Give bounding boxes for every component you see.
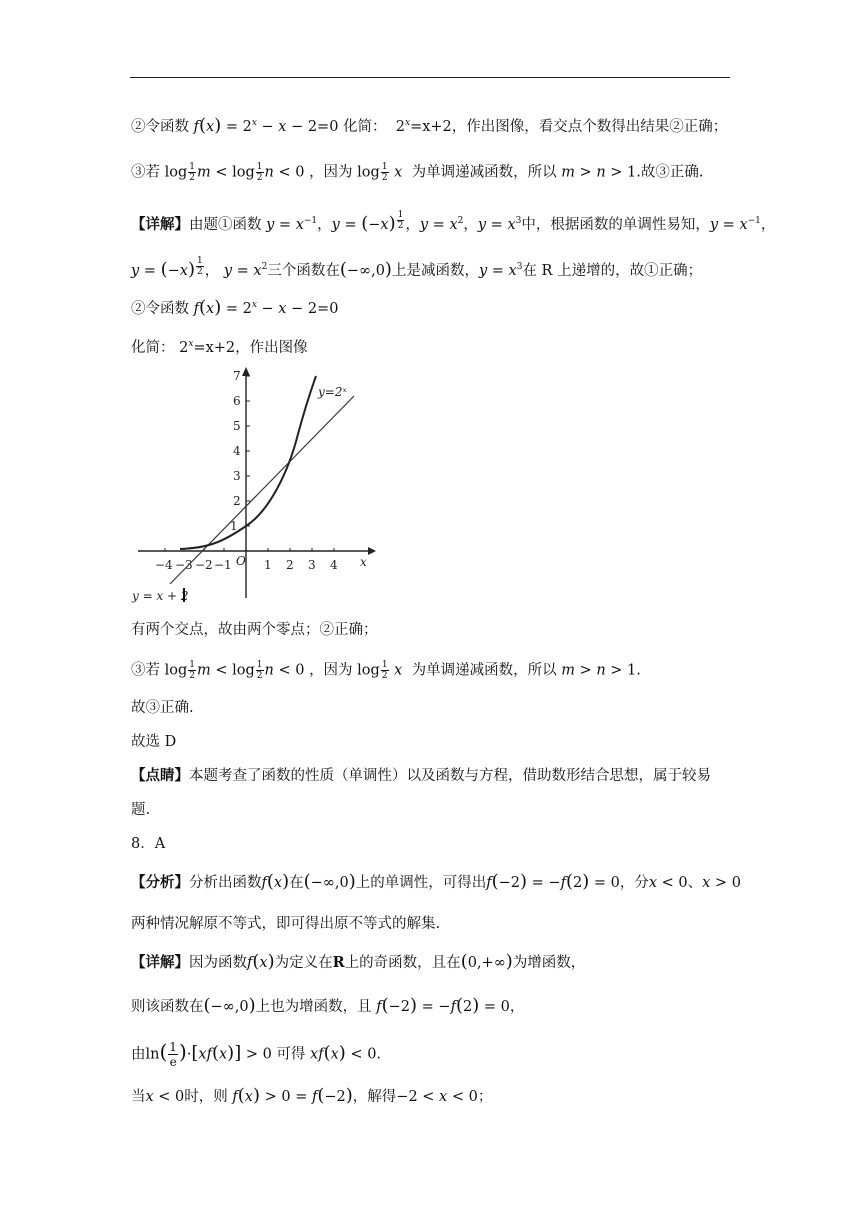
doc-line-12: 题. <box>131 802 151 818</box>
text: 由题①函数 <box>189 216 262 233</box>
curve-y-equals-2-to-x <box>180 376 316 549</box>
doc-line-5: ②令函数 $f(x) = 2^x - x - 2=0$ <box>131 297 339 318</box>
text: 在 R 上递增的，故①正确； <box>522 262 703 279</box>
x-tick-label: −4 <box>155 558 173 572</box>
section-tag: 【分析】 <box>131 874 189 891</box>
doc-line-3: 【详解】由题①函数 $y = x^{-1}$，y = (−x) $^{\frac{1}{2}}$ ，$y = x^2$，$y = x^3$中，根据函数的单调性易知，$y = x^{-1}$， <box>131 210 776 234</box>
text: ，分 <box>619 875 649 891</box>
text: ，解得 <box>352 1089 397 1105</box>
text: ③若 <box>131 164 160 181</box>
text: 为单调递减函数，所以 <box>411 164 557 181</box>
text: 上的单调性，可得出 <box>355 875 487 891</box>
text: . <box>376 1046 382 1063</box>
y-tick-label: 7 <box>233 369 241 383</box>
origin-label: O <box>236 554 246 568</box>
y-tick-label: 3 <box>233 469 241 483</box>
doc-line-14: 【分析】分析出函数f(x)在(−∞,0)上的单调性，可得出f(−2) = −f(2) = 0，分x < 0、x > 0 <box>131 871 741 892</box>
text: 为单调递减函数，所以 <box>411 662 557 679</box>
text: =x+2，作出图像 <box>193 340 308 356</box>
doc-line-16: 【详解】因为函数f(x)为定义在R上的奇函数，且在(0,+∞)为增函数， <box>131 951 586 972</box>
doc-line-1: ②令函数 $f(x) = 2^x - x - 2=0$ 化简： $2^x=x+2$，作出图像，看交点个数得出结果②正确； <box>131 115 728 136</box>
doc-line-10: 故选 D <box>131 734 177 750</box>
text: 在 <box>289 875 304 891</box>
text: 中，根据函数的单调性易知， <box>521 216 710 233</box>
text: ，因为 <box>309 164 353 181</box>
text: 化简： <box>343 119 387 135</box>
text: 因为函数 <box>189 955 247 971</box>
y-tick-label: 2 <box>233 494 241 508</box>
y-tick-label: 5 <box>233 419 241 433</box>
text: 分析出函数 <box>189 875 262 891</box>
doc-line-13: 8．A <box>131 836 166 852</box>
text: 化简： <box>131 340 175 356</box>
text: 由 <box>131 1046 146 1063</box>
x-axis-label: x <box>360 555 367 569</box>
text: 为增函数， <box>512 955 586 971</box>
line-label: y = x + 2 <box>132 589 189 603</box>
curve-label: y=2ˣ <box>318 385 347 399</box>
doc-line-17: 则该函数在(−∞,0)上也为增函数，且 f(−2) = −f(2) = 0， <box>131 995 525 1016</box>
text: 、 <box>687 875 703 891</box>
text: 时，则 <box>184 1089 228 1105</box>
function-graph <box>128 362 378 607</box>
text: =x+2，作出图像，看交点个数得出结果②正确； <box>410 119 728 135</box>
text: 本题考查了函数的性质（单调性）以及函数与方程，借助数形结合思想，属于较易 <box>189 768 711 784</box>
text: ， <box>509 999 525 1015</box>
section-tag: 【详解】 <box>131 215 189 233</box>
doc-line-6: 化简： $2^x=x+2$，作出图像 <box>131 339 308 356</box>
text: 上是减函数， <box>391 262 479 279</box>
y-tick-label: 1 <box>230 519 238 533</box>
text: 上也为增函数，且 <box>255 999 372 1015</box>
x-tick-label: 3 <box>308 558 316 572</box>
doc-line-7: 有两个交点，故由两个零点；②正确； <box>131 622 378 638</box>
y-tick-label: 4 <box>233 444 241 458</box>
text: ； <box>477 1089 493 1105</box>
doc-line-18: 由ln( $\frac{1}{e}$ )·[xf(x)] > 0 可得 xf(x) < 0. <box>131 1039 382 1069</box>
x-tick-label: −3 <box>175 558 193 572</box>
section-tag: 【详解】 <box>131 954 189 971</box>
x-tick-label: −1 <box>214 558 232 572</box>
text: .故③正确. <box>636 164 704 181</box>
text: 三个函数在 <box>267 262 340 279</box>
x-tick-label: 4 <box>330 558 338 572</box>
doc-line-4: y = (−x) $^{\frac{1}{2}}$ ， $y = x^2$三个函数在(−∞,0)上是减函数，$y = x^3$在 R 上递增的，故①正确； <box>131 256 703 280</box>
text: 可得 <box>276 1046 306 1063</box>
text: . <box>636 662 641 679</box>
doc-line-15: 两种情况解原不等式，即可得出原不等式的解集. <box>131 916 441 932</box>
doc-line-8: ③若 log $\frac{1}{2}$ m < log $\frac{1}{2}$ n < 0 ，因为 log $\frac{1}{2}$ x 为单调递减函数，所以 m > n > 1. <box>131 660 641 681</box>
text: 为定义在 <box>274 955 333 971</box>
x-tick-label: 2 <box>286 558 294 572</box>
text: 则该函数在 <box>131 999 204 1015</box>
section-tag: 【点睛】 <box>131 767 189 784</box>
x-tick-label: 1 <box>264 558 272 572</box>
text: 上的奇函数，且在 <box>344 955 461 971</box>
doc-line-2: ③若 log $\frac{1}{2}$ m < log $\frac{1}{2}$ n < 0 ，因为 log $\frac{1}{2}$ x 为单调递减函数，所以 m > n > 1.故③正确. <box>131 162 704 183</box>
text: ②令函数 <box>131 301 189 317</box>
x-tick-label: −2 <box>195 558 213 572</box>
line-y-equals-x-plus-2 <box>170 396 354 584</box>
text: ③若 <box>131 662 160 679</box>
y-tick-label: 6 <box>233 394 241 408</box>
doc-line-19: 当x < 0时，则 f(x) > 0 = f(−2)，解得−2 < x < 0； <box>131 1085 493 1106</box>
text: 当 <box>131 1089 146 1105</box>
header-rule <box>130 77 730 78</box>
y-axis-arrow <box>242 367 250 376</box>
doc-line-9: 故③正确. <box>131 700 194 716</box>
x-axis-arrow <box>368 547 376 555</box>
text: ②令函数 <box>131 119 189 135</box>
text: ，因为 <box>309 662 353 679</box>
doc-line-11 <box>131 766 711 786</box>
